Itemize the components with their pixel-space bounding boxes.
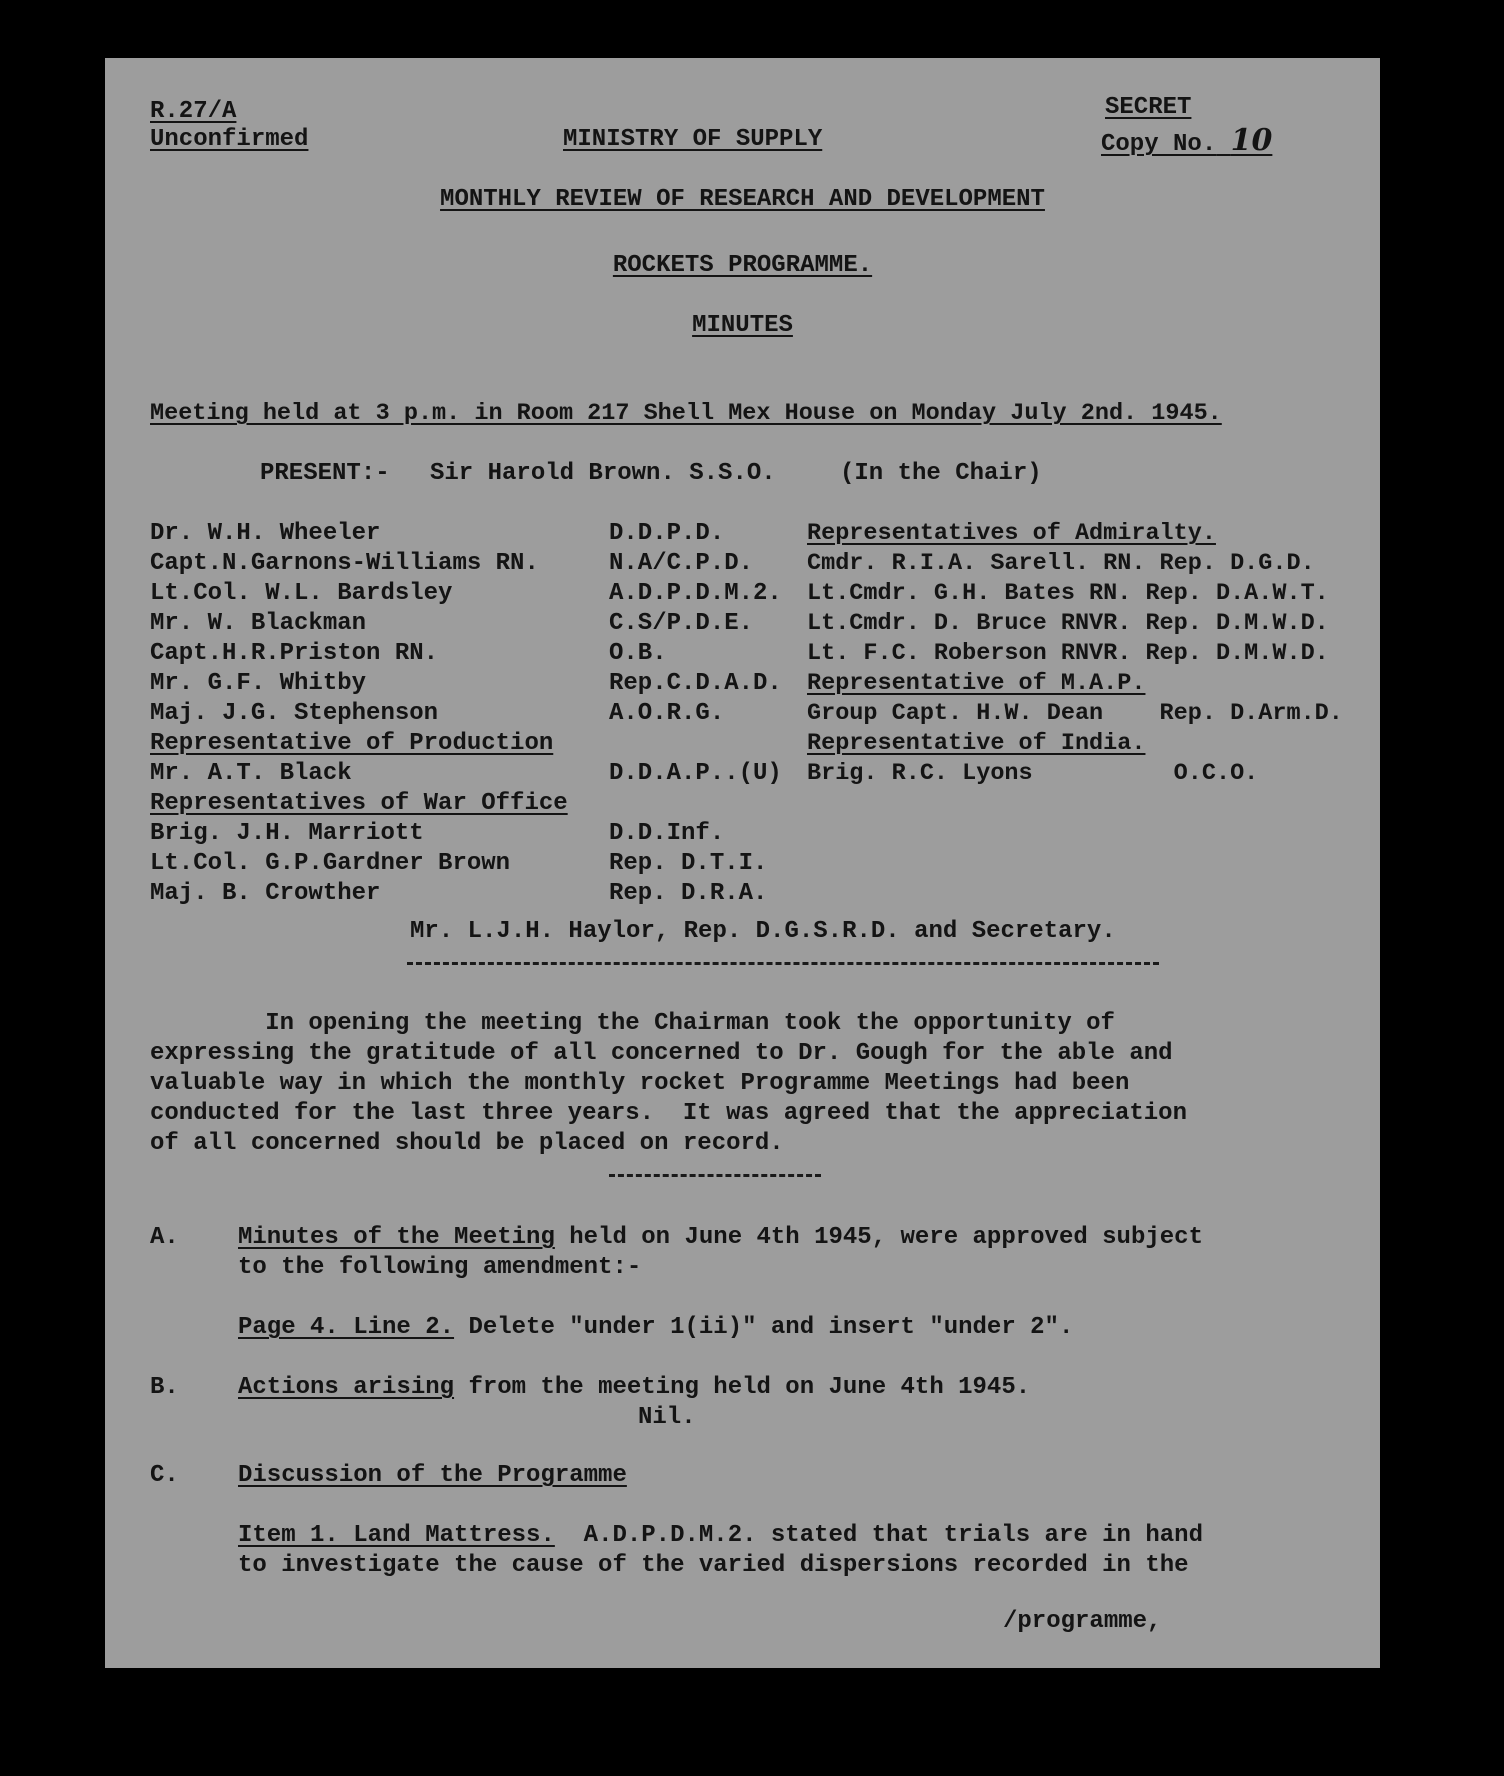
attendee-role: D.D.A.P..(U) bbox=[609, 760, 782, 787]
item-a-text-line2: to the following amendment:- bbox=[238, 1254, 642, 1281]
attendee-role: Rep.C.D.A.D. bbox=[609, 670, 782, 697]
attendee-name: Lt.Col. G.P.Gardner Brown bbox=[150, 850, 511, 877]
attendee-role: N.A/C.P.D. bbox=[609, 550, 754, 577]
attendee-name: Capt.N.Garnons-Williams RN. bbox=[150, 550, 539, 577]
meeting-details: Meeting held at 3 p.m. in Room 217 Shell Mex House on Monday July 2nd. 1945. bbox=[150, 400, 1222, 427]
attendee-role: D.D.P.D. bbox=[609, 520, 725, 547]
attendee-name: Mr. G.F. Whitby bbox=[150, 670, 367, 697]
attendee-name: Mr. A.T. Black bbox=[150, 760, 352, 787]
item-a-heading: Minutes of the Meeting bbox=[238, 1224, 555, 1251]
attendee-name: Capt.H.R.Priston RN. bbox=[150, 640, 439, 667]
map-heading: Representative of M.A.P. bbox=[807, 670, 1146, 697]
continuation-marker: /programme, bbox=[1003, 1608, 1162, 1635]
programme-title: ROCKETS PROGRAMME. bbox=[612, 252, 873, 279]
amendment-line: Page 4. Line 2. Delete "under 1(ii)" and insert "under 2". bbox=[238, 1314, 1074, 1341]
item-c-heading: Discussion of the Programme bbox=[238, 1462, 627, 1489]
admiralty-member: Lt.Cmdr. D. Bruce RNVR. Rep. D.M.W.D. bbox=[807, 610, 1329, 637]
copy-number-handwritten: 10 bbox=[1230, 123, 1273, 158]
attendee-name: Brig. J.H. Marriott bbox=[150, 820, 424, 847]
paragraph-line: valuable way in which the monthly rocket Programme Meetings had been bbox=[150, 1070, 1130, 1097]
india-member: Brig. R.C. Lyons O.C.O. bbox=[807, 760, 1259, 787]
admiralty-heading: Representatives of Admiralty. bbox=[807, 520, 1216, 547]
attendee-name: Maj. J.G. Stephenson bbox=[150, 700, 439, 727]
paragraph-line: In opening the meeting the Chairman took the opportunity of bbox=[150, 1010, 1115, 1037]
minutes-title: MINUTES bbox=[692, 312, 793, 339]
reference-number: R.27/A bbox=[150, 98, 237, 125]
attendee-role: C.S/P.D.E. bbox=[609, 610, 754, 637]
admiralty-member: Lt.Cmdr. G.H. Bates RN. Rep. D.A.W.T. bbox=[807, 580, 1329, 607]
admiralty-member: Lt. F.C. Roberson RNVR. Rep. D.M.W.D. bbox=[807, 640, 1329, 667]
attendee-name: Mr. W. Blackman bbox=[150, 610, 367, 637]
item-letter: A. bbox=[150, 1224, 179, 1251]
paragraph-line: conducted for the last three years. It was agreed that the appreciation bbox=[150, 1100, 1187, 1127]
paragraph-line: expressing the gratitude of all concerned to Dr. Gough for the able and bbox=[150, 1040, 1173, 1067]
attendee-role: A.D.P.D.M.2. bbox=[609, 580, 782, 607]
attendee-name: Lt.Col. W.L. Bardsley bbox=[150, 580, 453, 607]
amendment-reference: Page 4. Line 2. bbox=[238, 1314, 455, 1341]
production-heading: Representative of Production bbox=[150, 730, 554, 757]
map-member: Group Capt. H.W. Dean Rep. D.Arm.D. bbox=[807, 700, 1343, 727]
india-heading: Representative of India. bbox=[807, 730, 1146, 757]
admiralty-member: Cmdr. R.I.A. Sarell. RN. Rep. D.G.D. bbox=[807, 550, 1315, 577]
item-1-reference: Item 1. Land Mattress. bbox=[238, 1522, 555, 1549]
attendee-name: Maj. B. Crowther bbox=[150, 880, 381, 907]
review-title: MONTHLY REVIEW OF RESEARCH AND DEVELOPMENT bbox=[440, 186, 1045, 213]
secretary-line: Mr. L.J.H. Haylor, Rep. D.G.S.R.D. and Secretary. bbox=[410, 918, 1116, 945]
attendee-role: O.B. bbox=[609, 640, 667, 667]
ministry-heading: MINISTRY OF SUPPLY bbox=[563, 126, 823, 153]
chair-note: (In the Chair) bbox=[840, 460, 1042, 487]
item-b-nil: Nil. bbox=[638, 1404, 696, 1431]
item-b-text: Actions arising from the meeting held on June 4th 1945. bbox=[238, 1374, 1031, 1401]
separator-line bbox=[407, 962, 1159, 965]
separator-line bbox=[609, 1174, 821, 1177]
attendee-role: Rep. D.T.I. bbox=[609, 850, 768, 877]
document-page bbox=[105, 58, 1380, 1668]
status-label: Unconfirmed bbox=[150, 126, 309, 153]
attendee-name: Dr. W.H. Wheeler bbox=[150, 520, 381, 547]
copy-number-label: Copy No. 10 bbox=[1101, 123, 1273, 158]
item-letter: C. bbox=[150, 1462, 179, 1489]
item-1-line: Item 1. Land Mattress. A.D.P.D.M.2. stated that trials are in hand bbox=[238, 1522, 1203, 1549]
present-label: PRESENT:- bbox=[260, 460, 390, 487]
paragraph-line: of all concerned should be placed on record. bbox=[150, 1130, 784, 1157]
war-office-heading: Representatives of War Office bbox=[150, 790, 568, 817]
item-letter: B. bbox=[150, 1374, 179, 1401]
classification-label: SECRET bbox=[1105, 94, 1192, 121]
chair-name: Sir Harold Brown. S.S.O. bbox=[430, 460, 776, 487]
item-b-heading: Actions arising bbox=[238, 1374, 455, 1401]
attendee-role: A.O.R.G. bbox=[609, 700, 725, 727]
item-a-text: Minutes of the Meeting held on June 4th 1945, were approved subject bbox=[238, 1224, 1203, 1251]
attendee-role: D.D.Inf. bbox=[609, 820, 725, 847]
attendee-role: Rep. D.R.A. bbox=[609, 880, 768, 907]
item-1-line2: to investigate the cause of the varied dispersions recorded in the bbox=[238, 1552, 1189, 1579]
